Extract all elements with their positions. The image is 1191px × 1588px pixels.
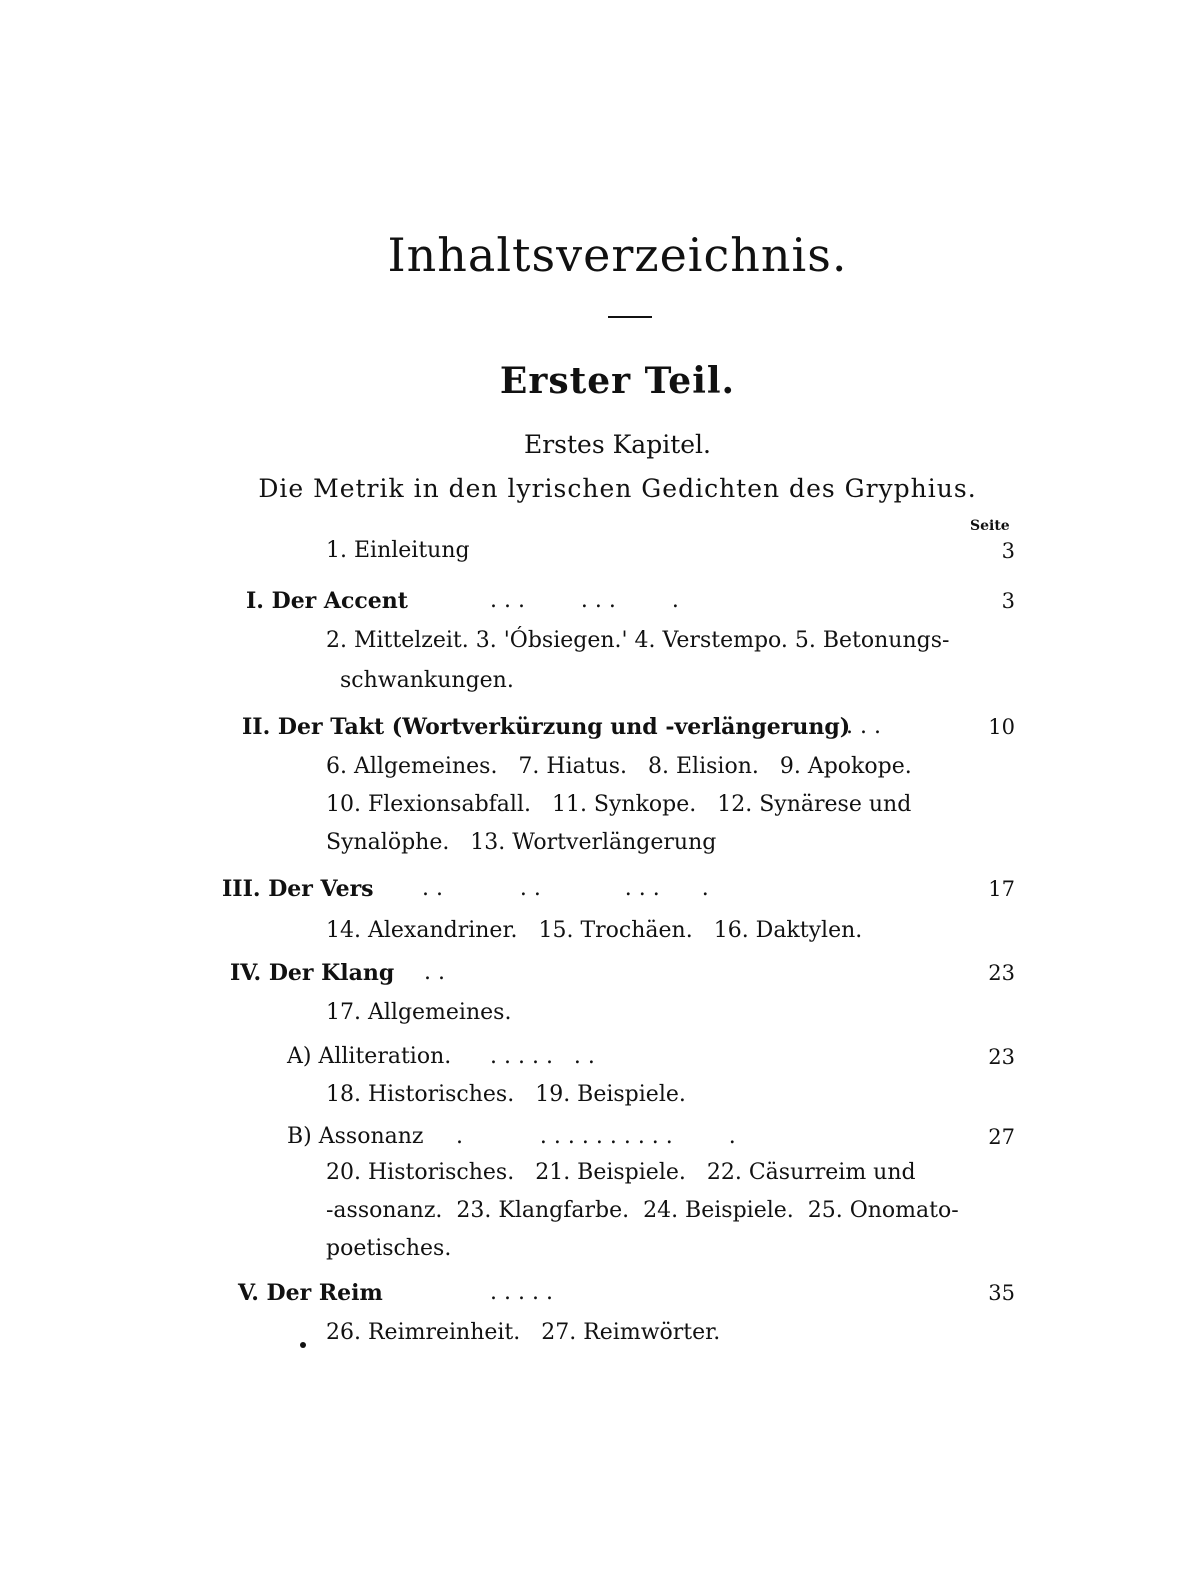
page-column-header: Seite bbox=[970, 518, 1010, 534]
toc-page-number: 27 bbox=[988, 1125, 1015, 1149]
toc-leader-dots: . . bbox=[424, 960, 445, 985]
toc-leader-dots: . . . . . . . . bbox=[422, 876, 709, 901]
toc-subentry: 10. Flexionsabfall. 11. Synkope. 12. Synärese und bbox=[326, 792, 912, 817]
toc-entry: 1. Einleitung bbox=[326, 538, 470, 563]
toc-page-number: 3 bbox=[1001, 589, 1015, 613]
toc-section: I. Der Accent bbox=[246, 588, 408, 614]
toc-page-number: 17 bbox=[988, 877, 1015, 901]
toc-subentry: -assonanz. 23. Klangfarbe. 24. Beispiele. 25. Onomato- bbox=[326, 1198, 959, 1223]
toc-subentry: 14. Alexandriner. 15. Trochäen. 16. Daktylen. bbox=[326, 918, 863, 943]
page-title: Inhaltsverzeichnis. bbox=[387, 228, 848, 282]
toc-subentry: 20. Historisches. 21. Beispiele. 22. Cäsurreim und bbox=[326, 1160, 916, 1185]
ink-speck bbox=[300, 1342, 306, 1348]
toc-section: V. Der Reim bbox=[238, 1280, 383, 1306]
toc-leader-dots: . . . . . . . bbox=[490, 588, 679, 613]
toc-subentry: poetisches. bbox=[326, 1236, 452, 1261]
toc-subsection: B) Assonanz bbox=[287, 1124, 424, 1149]
chapter-heading: Erstes Kapitel. bbox=[523, 430, 711, 459]
toc-page-number: 10 bbox=[988, 715, 1015, 739]
toc-page-number: 35 bbox=[988, 1281, 1015, 1305]
toc-subsection: A) Alliteration. bbox=[287, 1044, 452, 1069]
toc-subentry: 26. Reimreinheit. 27. Reimwörter. bbox=[326, 1320, 721, 1345]
toc-leader-dots: . . . . . bbox=[490, 1280, 553, 1305]
toc-section: III. Der Vers bbox=[222, 876, 374, 902]
toc-page-number: 23 bbox=[988, 1045, 1015, 1069]
toc-subentry: 6. Allgemeines. 7. Hiatus. 8. Elision. 9. Apokope. bbox=[326, 754, 912, 779]
toc-subentry: 2. Mittelzeit. 3. 'Óbsiegen.' 4. Verstempo. 5. Betonungs- bbox=[326, 628, 950, 653]
toc-subentry: Synalöphe. 13. Wortverlängerung bbox=[326, 830, 717, 855]
part-heading: Erster Teil. bbox=[499, 360, 736, 402]
title-divider bbox=[608, 316, 652, 318]
toc-page-number: 3 bbox=[1001, 539, 1015, 563]
toc-leader-dots: . . . . . . . bbox=[490, 1044, 595, 1069]
toc-subentry: schwankungen. bbox=[340, 668, 514, 693]
toc-section: IV. Der Klang bbox=[230, 960, 395, 986]
toc-leader-dots: . . . bbox=[846, 714, 881, 739]
toc-subentry: 17. Allgemeines. bbox=[326, 1000, 512, 1025]
toc-subentry: 18. Historisches. 19. Beispiele. bbox=[326, 1082, 686, 1107]
toc-page-number: 23 bbox=[988, 961, 1015, 985]
chapter-title: Die Metrik in den lyrischen Gedichten des Gryphius. bbox=[258, 474, 977, 503]
toc-section: II. Der Takt (Wortverkürzung und -verlängerung) bbox=[242, 714, 851, 740]
toc-leader-dots: . . . . . . . . . . . . bbox=[456, 1124, 736, 1149]
